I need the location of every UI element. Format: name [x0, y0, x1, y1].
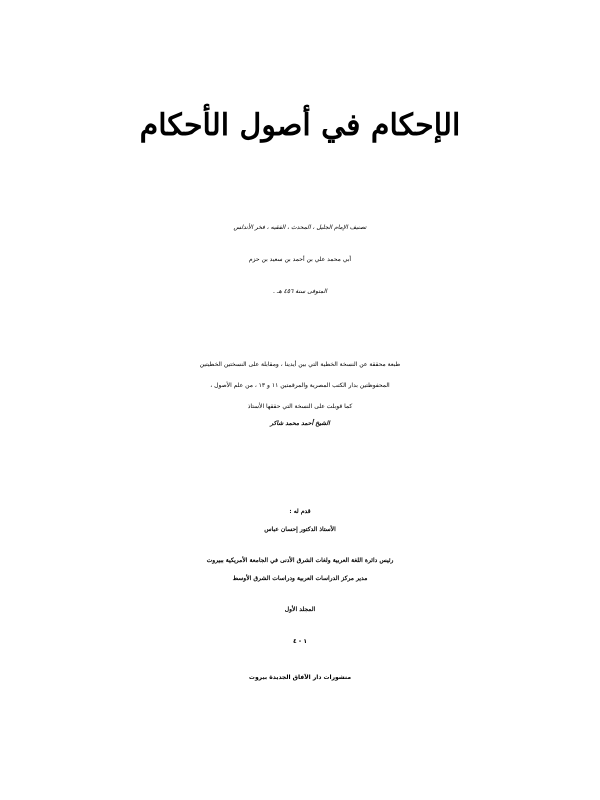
edition-line: كما قوبلت على النسخة التي حققها الأستاذ: [247, 403, 353, 410]
introduction-title-line: رئيس دائرة اللغة العربية ولغات الشرق الأدنى في الجامعة الأمريكية ببيروت: [206, 557, 394, 564]
death-note: المتوفى سنة ٤٥٦ هـ .: [273, 288, 327, 295]
author-name: أبي محمد علي بن أحمد بن سعيد بن حزم: [248, 256, 352, 263]
introduction-author: الأستاذ الدكتور إحسان عباس: [264, 526, 336, 533]
edition-line: المحفوظتين بدار الكتب المصرية والمرقمتين ١١ و ١٣ ، من علم الأصول ،: [210, 382, 390, 389]
introduction-title-line: مدير مركز الدراسات العربية ودراسات الشرق الأوسط: [232, 575, 368, 582]
book-title: الإحكام في أصول الأحكام: [139, 108, 461, 143]
edition-line: طبعة محققة عن النسخة الخطية التي بين أيدينا ، ومقابلة على النسختين الخطيتين: [199, 361, 401, 368]
volume-label: المجلد الأول: [284, 606, 316, 613]
introduction-author-titles: [0, 552, 600, 588]
edition-note: [0, 354, 600, 417]
introduction-label: قدم له :: [289, 508, 311, 515]
editor-name: الشيخ أحمد محمد شاكر: [270, 420, 330, 427]
volume-range: ١ - ٤: [292, 638, 307, 645]
author-description: تصنيف الإمام الجليل ، المحدث ، الفقيه ، فخر الأندلس: [233, 224, 367, 231]
publisher: منشورات دار الآفاق الجديدة بيروت: [248, 674, 352, 681]
